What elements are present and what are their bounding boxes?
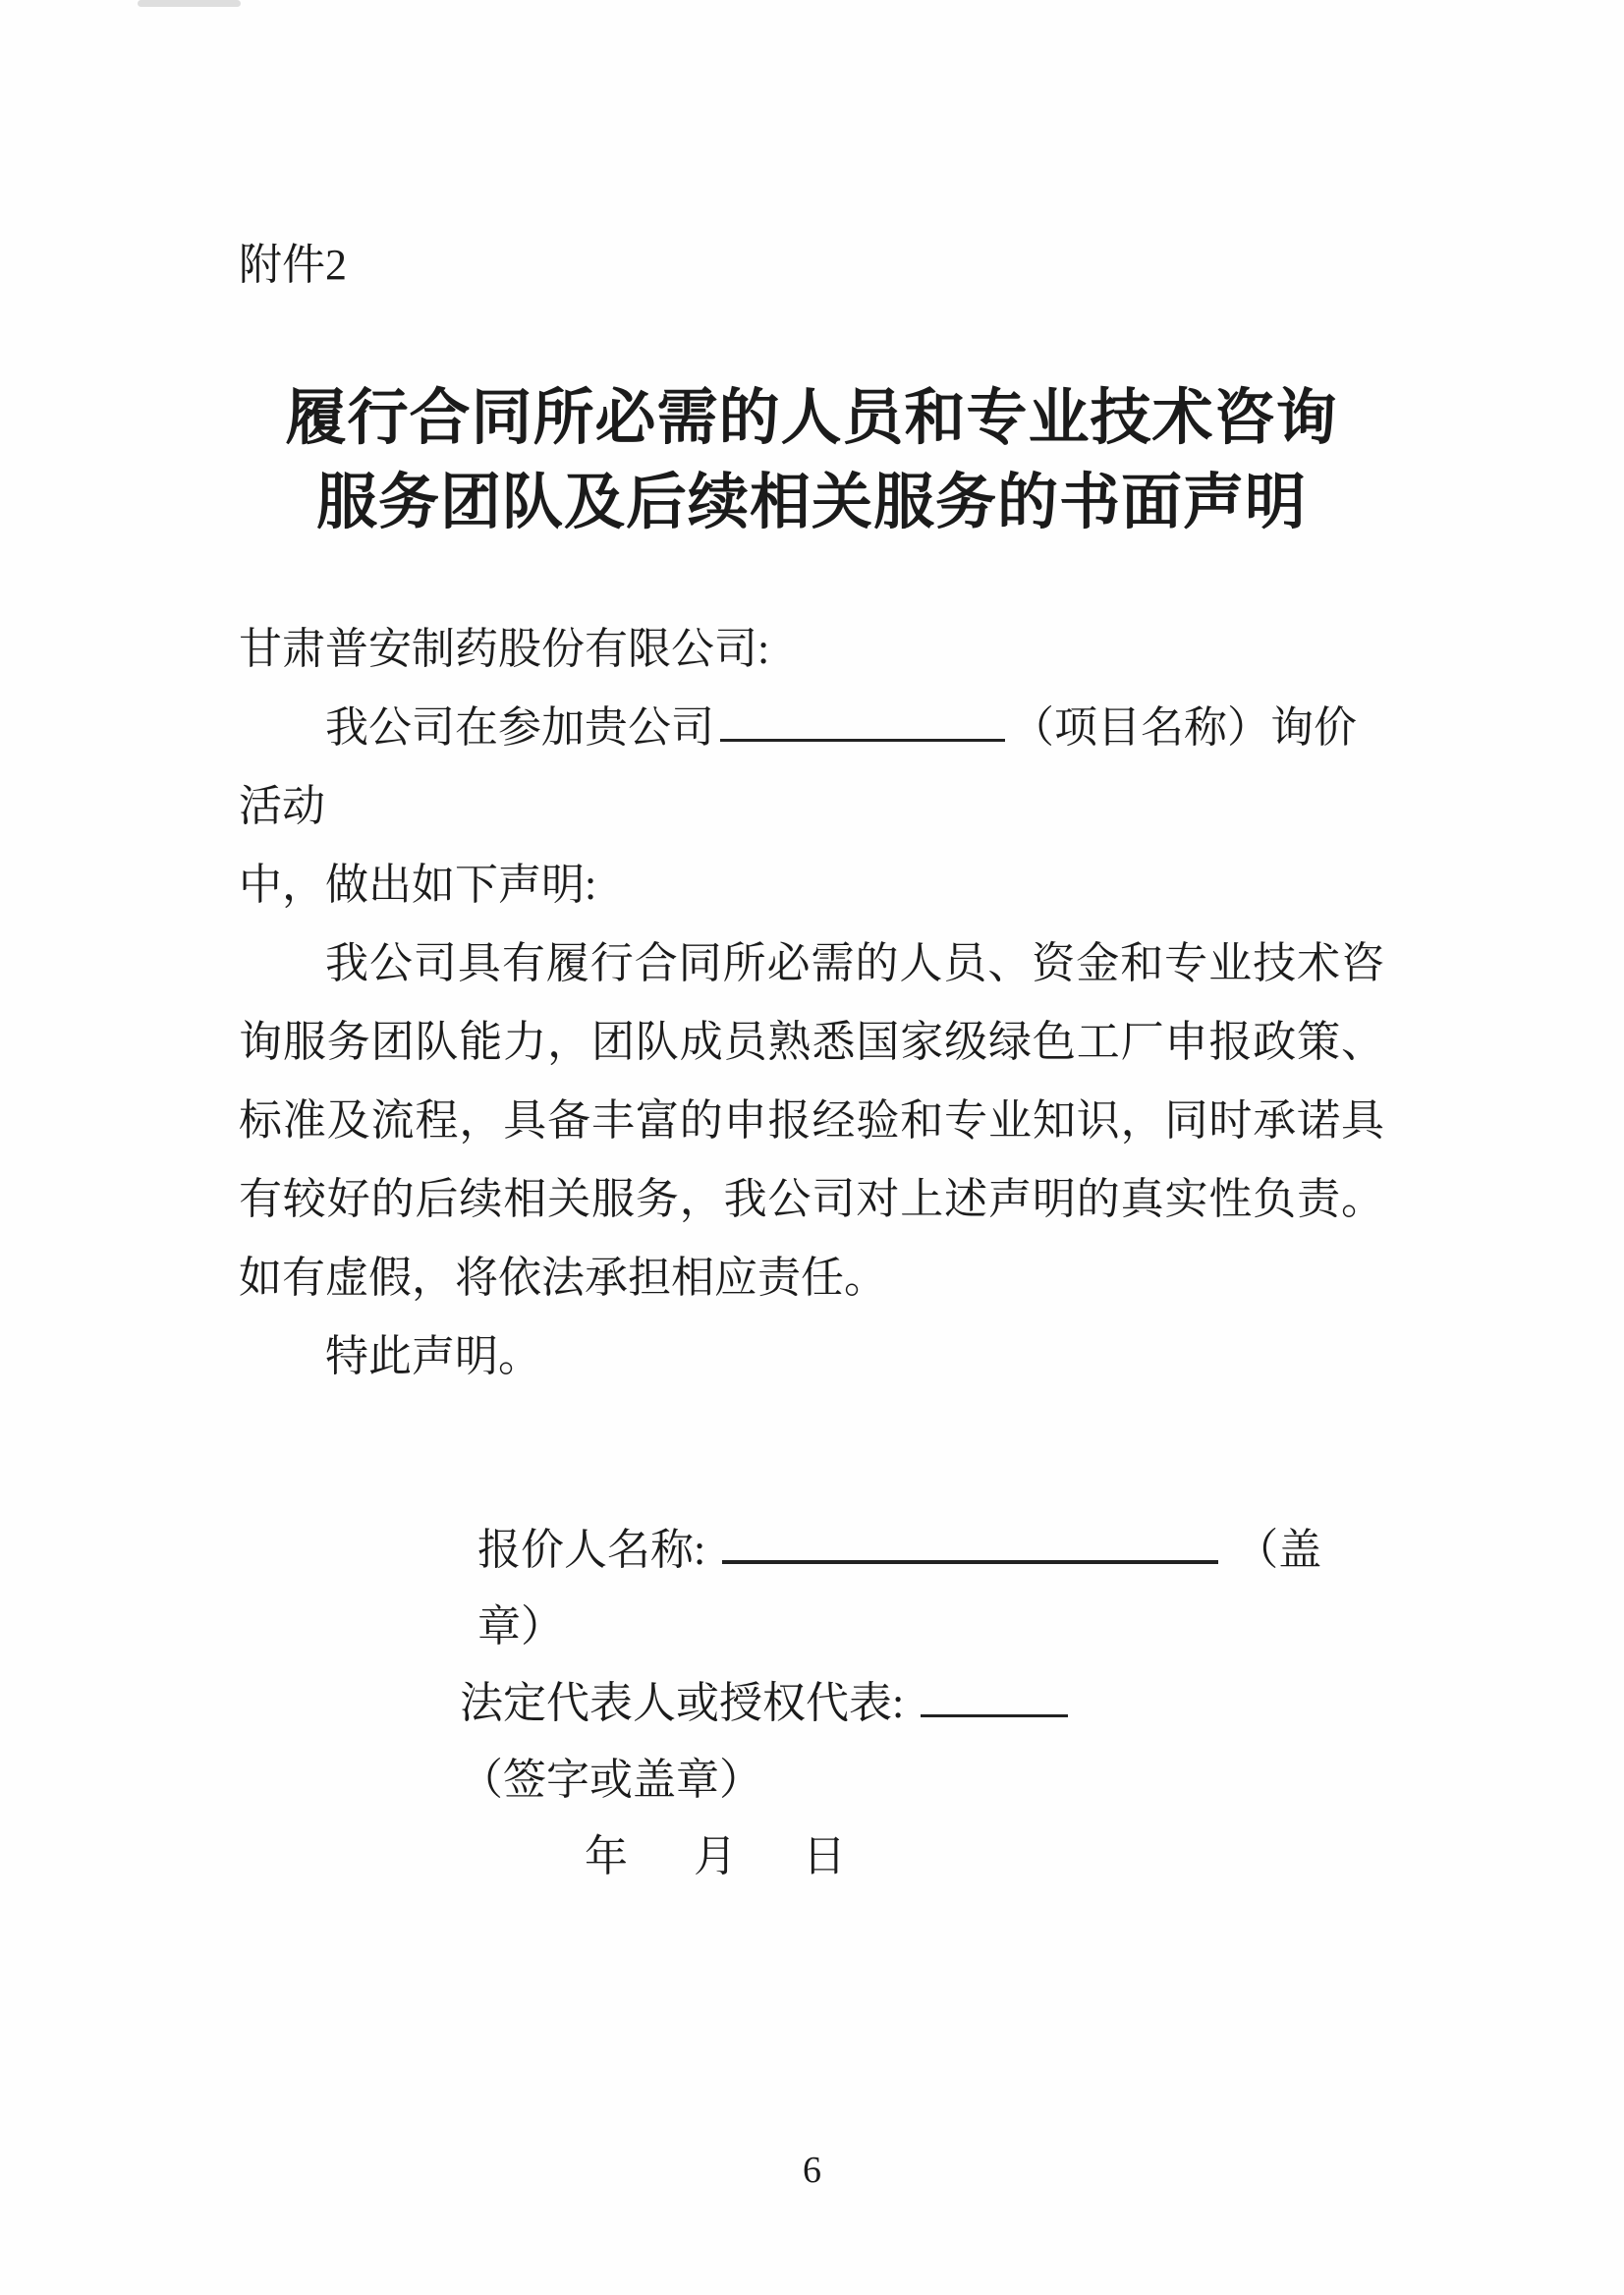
closing-statement: 特此声明。 xyxy=(325,1332,541,1380)
document-title-line1: 履行合同所必需的人员和专业技术咨询 xyxy=(285,385,1338,452)
legal-representative-label: 法定代表人或授权代表: xyxy=(460,1679,905,1727)
paragraph1-line1 xyxy=(239,689,1384,846)
page-number: 6 xyxy=(803,2150,821,2191)
paragraph1-after-blank: （项目名称）询价活动 xyxy=(239,703,1357,830)
date-day-label: 日 xyxy=(803,1832,846,1880)
paragraph2-line1: 我公司具有履行合同所必需的人员、资金和专业技术咨 xyxy=(325,939,1384,987)
paragraph2-line3: 标准及流程，具备丰富的申报经验和专业知识，同时承诺具 xyxy=(239,1096,1384,1145)
bidder-name-blank xyxy=(722,1525,1218,1564)
date-year-label: 年 xyxy=(585,1832,628,1880)
bidder-name-label: 报价人名称: xyxy=(477,1526,706,1574)
legal-representative-blank xyxy=(921,1678,1068,1717)
document-content xyxy=(239,239,1384,1895)
paragraph2-line2: 询服务团队能力，团队成员熟悉国家级绿色工厂申报政策、 xyxy=(239,1018,1384,1066)
document-title-line2: 服务团队及后续相关服务的书面声明 xyxy=(315,470,1307,536)
rep-seal-label: （签字或盖章） xyxy=(460,1756,762,1804)
document-title xyxy=(239,376,1384,545)
paragraph1-line2: 中，做出如下声明: xyxy=(239,861,597,909)
document-body xyxy=(239,610,1384,1895)
paragraph2-line5: 如有虚假，将依法承担相应责任。 xyxy=(239,1254,887,1302)
signature-block xyxy=(239,1512,1384,1895)
paragraph1-before-blank: 我公司在参加贵公司 xyxy=(325,703,714,752)
paragraph2-line4: 有较好的后续相关服务，我公司对上述声明的真实性负责。 xyxy=(239,1175,1384,1223)
bidder-name-row xyxy=(477,1512,1384,1665)
scan-artifact xyxy=(138,0,241,7)
bidder-seal-label: （盖章） xyxy=(477,1526,1322,1651)
project-name-blank xyxy=(720,702,1005,742)
date-row xyxy=(585,1819,1384,1895)
legal-representative-row xyxy=(460,1665,1384,1819)
salutation: 甘肃普安制药股份有限公司: xyxy=(239,625,770,673)
attachment-label: 附件2 xyxy=(239,241,347,289)
date-month-label: 月 xyxy=(694,1832,737,1880)
